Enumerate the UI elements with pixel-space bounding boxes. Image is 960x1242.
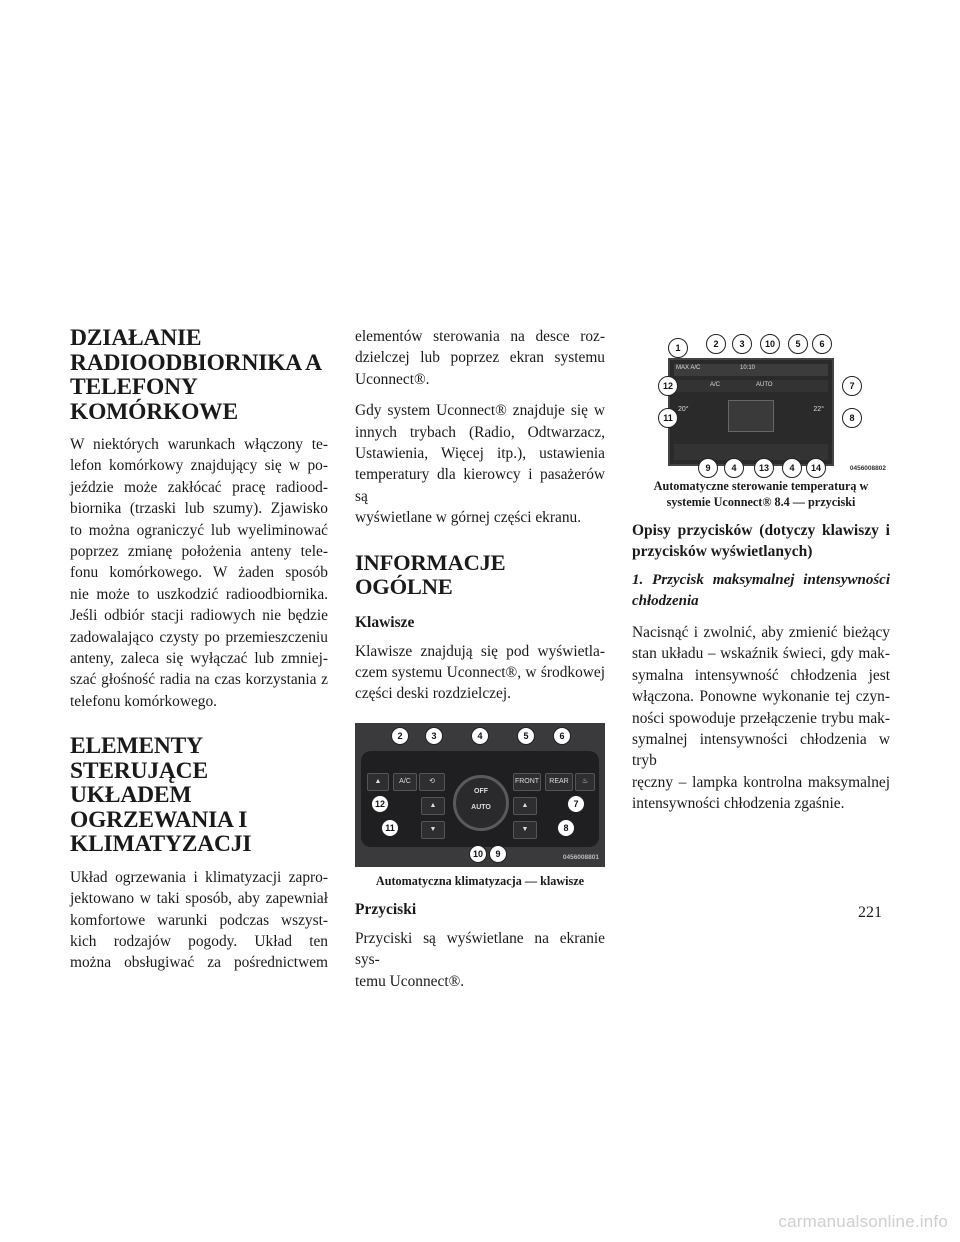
callout-number: 12	[658, 376, 678, 396]
column-left	[70, 326, 328, 984]
subheading-keys: Klawisze	[355, 613, 415, 631]
heading-line: Opisy przycisków (dotyczy klawiszy i	[632, 522, 890, 539]
text-line: to można ograniczyć lub wyeliminować	[70, 521, 328, 539]
text-line: kich rodzajów pogody. Układ ten	[70, 933, 328, 950]
callout-number: 2	[391, 727, 409, 745]
item-heading-max-cooling	[632, 570, 890, 612]
fan-off-label: OFF	[474, 787, 488, 795]
screen-auto-text: AUTO	[756, 382, 773, 388]
section-title-climate-controls	[70, 734, 328, 857]
callout-number: 3	[425, 727, 443, 745]
title-line: ELEMENTY STERUJĄCE	[70, 733, 208, 784]
recirc-key-illustration: ⟲	[419, 773, 445, 791]
callout-number: 9	[489, 845, 507, 863]
temp-up-left-illustration: ▲	[421, 797, 445, 815]
text-line: jektowano w taki sposób, aby zapewniał	[70, 890, 328, 908]
temp-down-right-illustration: ▼	[513, 821, 537, 839]
title-line: DZIAŁANIE	[70, 325, 202, 351]
screen-bottom-bar	[674, 444, 828, 460]
figure-id: 0456008802	[849, 465, 886, 472]
text-line: komfortowe warunki podczas wszyst-	[70, 911, 328, 929]
text-line: włączona. Ponowne wykonanie tej czyn-	[632, 688, 890, 706]
text-line: biornika (trzaski lub szumy). Zjawisko	[70, 500, 328, 518]
text-line: Uconnect®.	[355, 370, 430, 388]
heading-line: 1. Przycisk maksymalnej intensywności	[632, 572, 890, 588]
column-middle	[355, 326, 605, 1002]
paragraph-keys	[355, 641, 605, 705]
text-line: intensywności chłodzenia zgaśnie.	[632, 795, 845, 813]
text-line: Ustawienia, Więcej itp.), ustawienia	[355, 445, 605, 463]
callout-number: 4	[471, 727, 489, 745]
screen-max-ac-text: MAX A/C	[676, 365, 701, 371]
section-title-general-info: INFORMACJE OGÓLNE	[355, 549, 506, 600]
text-line: jeździe może zakłócać pracę radiood-	[70, 478, 328, 496]
temp-up-right-illustration: ▲	[513, 797, 537, 815]
caption-line: systemie Uconnect® 8.4 — przyciski	[666, 495, 856, 509]
watermark[interactable]: carmanualsonline.info	[778, 1212, 948, 1231]
text-line: wyświetlane w górnej części ekranu.	[355, 509, 582, 527]
title-line: RADIOODBIORNIKA A	[70, 349, 322, 376]
callout-number: 11	[381, 819, 399, 837]
text-line: Przyciski są wyświetlane na ekranie sys-	[355, 929, 605, 969]
screen-button-row	[674, 380, 828, 392]
ac-key-illustration: A/C	[393, 773, 417, 791]
title-line: TELEFONY	[70, 374, 198, 400]
callout-number: 6	[812, 334, 832, 354]
text-line: W niektórych warunkach włączony te-	[70, 436, 328, 453]
page-number: 221	[858, 904, 882, 921]
text-line: nie może to uszkodzić radioodbiornika.	[70, 585, 328, 603]
subheading-buttons: Przyciski	[355, 900, 417, 918]
text-line: anteny, zaleca się wyłączać lub zmniej-	[70, 650, 328, 668]
caption-line: Automatyczne sterowanie temperaturą w	[653, 479, 869, 493]
screen-temp-right: 22°	[813, 406, 824, 413]
front-defrost-key-illustration: FRONT	[513, 773, 541, 791]
text-line: można obsługiwać za pośrednictwem	[70, 954, 328, 972]
paragraph-radio-phone	[70, 434, 328, 712]
heading-line: chłodzenia	[632, 593, 699, 609]
callout-number: 1	[668, 338, 688, 358]
paragraph-buttons	[355, 928, 605, 992]
temp-down-left-illustration: ▼	[421, 821, 445, 839]
callout-number: 7	[567, 795, 585, 813]
heated-seat-key-illustration: ♨	[575, 773, 595, 791]
callout-number: 8	[842, 408, 862, 428]
auto-label: AUTO	[471, 803, 491, 811]
figure-caption-buttons	[632, 478, 890, 510]
figure-climate-keys	[355, 723, 605, 867]
text-line: dzielczej lub poprzez ekran systemu	[355, 349, 605, 367]
callout-number: 7	[842, 376, 862, 396]
text-line: fonu komórkowego. W żaden sposób	[70, 564, 328, 582]
text-line: temperatury dla kierowcy i pasażerów są	[355, 466, 605, 505]
text-line: Gdy system Uconnect® znajduje się w	[355, 402, 605, 420]
title-line: OGRZEWANIA I	[70, 806, 248, 833]
text-line: Układ ogrzewania i klimatyzacji zapro-	[70, 868, 328, 886]
screen-time-text: 10:10	[740, 365, 756, 371]
heading-line: przycisków wyświetlanych)	[632, 543, 813, 560]
text-line: ręczny – lampka kontrolna maksymalnej	[632, 773, 890, 791]
paragraph-max-cooling	[632, 622, 890, 815]
title-line: KOMÓRKOWE	[70, 398, 238, 425]
column-right	[632, 328, 890, 825]
callout-number: 9	[698, 458, 718, 478]
text-line: części deski rozdzielczej.	[355, 685, 511, 703]
section-title-radio-phone	[70, 326, 328, 424]
rear-defrost-key-illustration: REAR	[545, 773, 573, 791]
text-line: czem systemu Uconnect®, w środkowej	[355, 664, 605, 682]
callout-number: 8	[557, 819, 575, 837]
paragraph-continued	[355, 326, 605, 390]
subheading-button-descriptions	[632, 520, 890, 562]
figure-touchscreen-buttons	[632, 334, 890, 474]
title-line: KLIMATYZACJI	[70, 831, 252, 858]
text-line: innych trybach (Radio, Odtwarzacz,	[355, 423, 605, 441]
callout-number: 4	[782, 458, 802, 478]
text-line: ności spowoduje przełączenie trybu mak-	[632, 709, 890, 727]
text-line: poprzez zmianę położenia anteny tele-	[70, 543, 328, 561]
text-line: elementów sterowania na desce roz-	[355, 328, 605, 345]
hazard-key-illustration: ▲	[367, 773, 389, 791]
callout-number: 14	[806, 458, 826, 478]
text-line: telefonu komórkowego.	[70, 692, 218, 710]
callout-number: 11	[658, 408, 678, 428]
fan-knob-illustration	[453, 775, 509, 831]
callout-number: 3	[732, 334, 752, 354]
callout-number: 5	[788, 334, 808, 354]
text-line: Klawisze znajdują się pod wyświetla-	[355, 642, 605, 660]
text-line: Nacisnąć i zwolnić, aby zmienić bieżący	[632, 624, 890, 641]
screen-temp-left: 20°	[678, 406, 689, 413]
callout-number: 4	[724, 458, 744, 478]
screen-ac-text: A/C	[710, 382, 721, 388]
callout-number: 2	[706, 334, 726, 354]
text-line: szać głośność radia na czas korzystania z	[70, 671, 328, 689]
screen-seat-graphic	[728, 400, 774, 432]
text-line: Jeśli odbiór stacji radiowych nie będzie	[70, 607, 328, 625]
text-line: temu Uconnect®.	[355, 972, 465, 990]
figure-caption-keys: Automatyczna klimatyzacja — klawisze	[375, 873, 585, 888]
callout-number: 10	[469, 845, 487, 863]
callout-number: 6	[553, 727, 571, 745]
touchscreen-illustration	[668, 358, 834, 466]
text-line: zadowalająco czysty po przemieszczeniu	[70, 628, 328, 646]
callout-number: 10	[760, 334, 780, 354]
callout-number: 5	[517, 727, 535, 745]
text-line: stan układu – wskaźnik świeci, gdy mak-	[632, 645, 890, 663]
text-line: symalna intensywność chłodzenia jest	[632, 666, 890, 684]
text-line: lefon komórkowy znajdujący się w po-	[70, 457, 328, 475]
text-line: symalnej intensywności chłodzenia w tryb	[632, 731, 890, 770]
title-line: UKŁADEM	[70, 782, 192, 809]
callout-number: 13	[754, 458, 774, 478]
callout-number: 12	[371, 795, 389, 813]
figure-id: 0456008801	[562, 853, 599, 861]
paragraph-climate-intro	[70, 867, 328, 974]
paragraph-uconnect-modes	[355, 400, 605, 528]
